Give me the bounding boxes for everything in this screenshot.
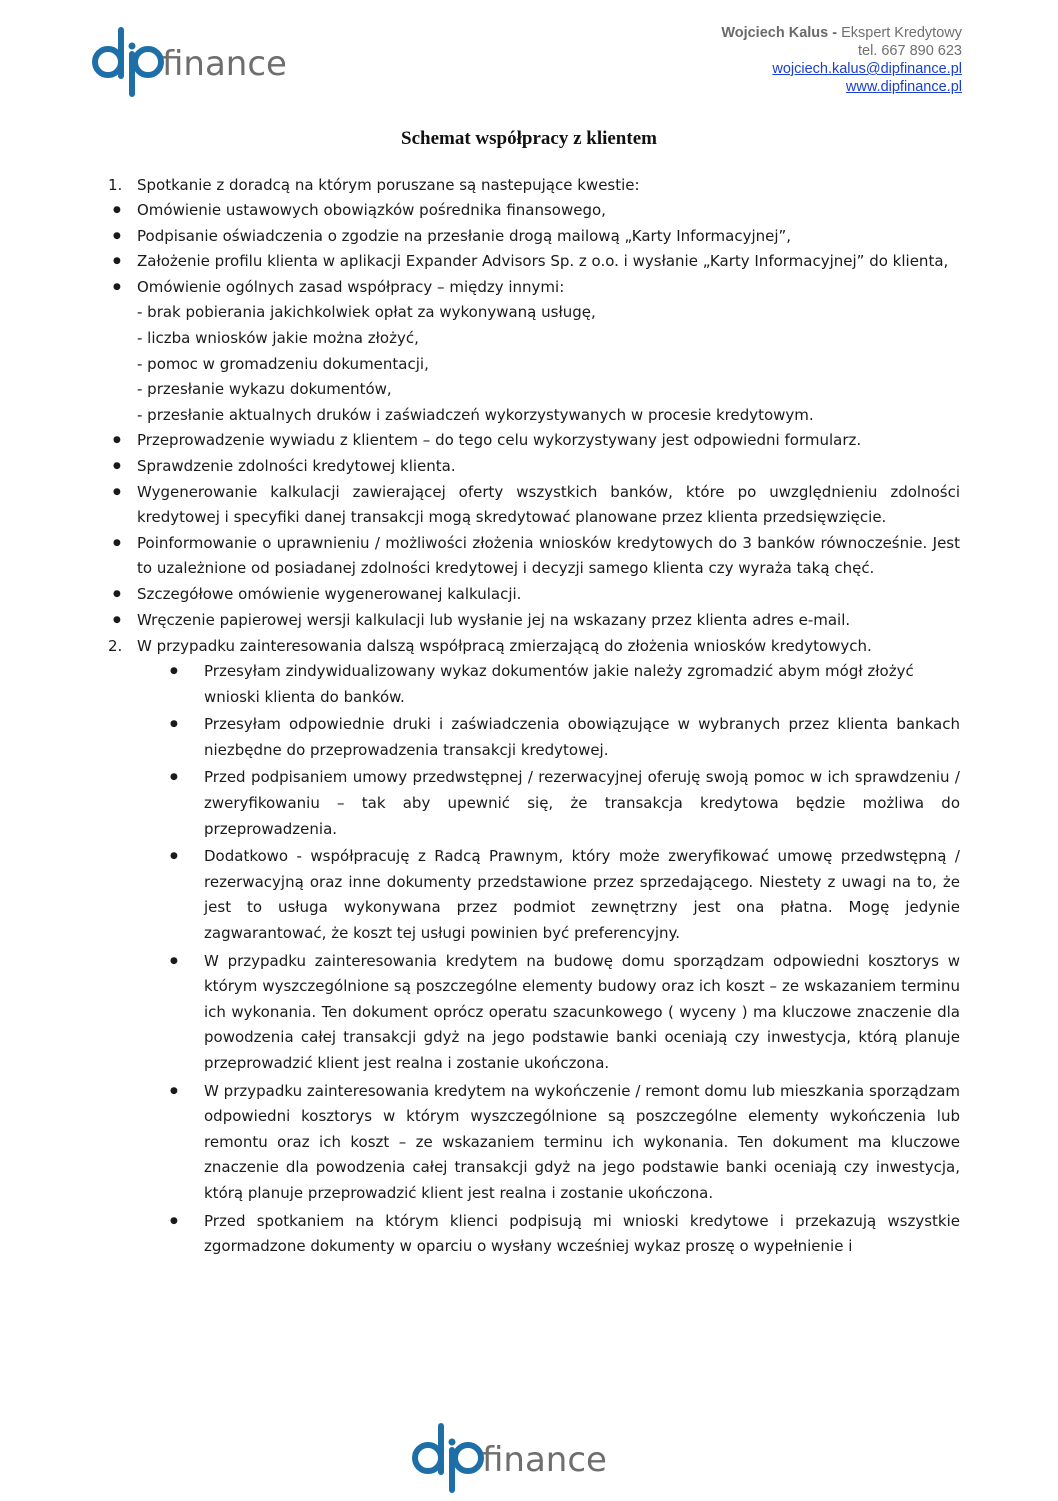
list-item: ● Podpisanie oświadczenia o zgodzie na przesłanie drogą mailową „Karty Informacyjnej”, (98, 224, 960, 250)
list-item (98, 275, 960, 429)
list-item: ● Przesyłam zindywidualizowany wykaz dokumentów jakie należy zgromadzić abym mógł złożyć wnioski klienta do banków. (98, 659, 960, 710)
svg-text:finance: finance (482, 1440, 607, 1480)
contact-name-line (721, 24, 962, 42)
list-item: ● Omówienie ustawowych obowiązków pośrednika finansowego, (98, 198, 960, 224)
list-item-text: Omówienie ogólnych zasad współpracy – między innymi: (137, 277, 565, 296)
website-link[interactable]: www.dipfinance.pl (845, 79, 962, 95)
company-logo (90, 24, 305, 105)
list-item: ● Założenie profilu klienta w aplikacji Expander Advisors Sp. z o.o. i wysłanie „Karty Informacyjnej” do klienta, (98, 249, 960, 275)
list-item: ● Poinformowanie o uprawnieniu / możliwości złożenia wniosków kredytowych do 3 banków równocześnie. Jest to uzależnione od posiadanej zdolności kredytowej i decyzji samego klienta czy wyraża taką chęć. (98, 531, 960, 582)
step-2-list (98, 659, 960, 1260)
list-item: ● Wygenerowanie kalkulacji zawierającej oferty wszystkich banków, które po uwzględnieniu zdolności kredytowej i specyfiki danej transakcji mogą skredytować planowane przez klienta przedsięwzięcie. (98, 480, 960, 531)
list-item: ● Przeprowadzenie wywiadu z klientem – do tego celu wykorzystywany jest odpowiedni formularz. (98, 428, 960, 454)
list-item: ● Szczegółowe omówienie wygenerowanej kalkulacji. (98, 582, 960, 608)
list-item: ● W przypadku zainteresowania kredytem na budowę domu sporządzam odpowiedni kosztorys w którym wyszczególnione są poszczególne elementy budowy oraz ich koszt – ze wskazaniem terminu ich wykonania. Ten dokument oprócz operatu szacunkowego ( wyceny ) ma kluczowe znaczenie dla powodzenia całej transakcji gdyż na jego podstawie banki oceniają czy inwestycja, którą planuje przeprowadzić klient jest realna i zostanie ukończona. (98, 949, 960, 1077)
sub-item: - przesłanie wykazu dokumentów, (137, 380, 392, 399)
logo-mark-icon (90, 24, 305, 100)
list-item: ● Dodatkowo - współpracuję z Radcą Prawnym, który może zweryfikować umowę przedwstępną / rezerwacyjną oraz inne dokumenty przedstawione przez sprzedającego. Niestety z uwagi na to, że jest to usługa wykonywana przez podmiot zewnętrzny jest ona płatna. Mogę jedynie zagwarantować, że koszt tej usługi powinien być preferencyjny. (98, 844, 960, 946)
sub-item: - przesłanie aktualnych druków i zaświadczeń wykorzystywanych w procesie kredytowym. (137, 405, 814, 424)
page-title: Schemat współpracy z klientem (401, 128, 657, 149)
step-number: 2. (108, 637, 123, 656)
list-item: ● Sprawdzenie zdolności kredytowej klienta. (98, 454, 960, 480)
list-item: ● W przypadku zainteresowania kredytem na wykończenie / remont domu lub mieszkania sporządzam odpowiedni kosztorys w którym wyszczególnione są poszczególne elementy wykończenia lub remontu oraz ich koszt – ze wskazaniem terminu ich wykonania. Ten dokument ma kluczowe znaczenie dla powodzenia całej transakcji gdyż na jego podstawie banki oceniają czy inwestycja, którą planuje przeprowadzić klient jest realna i zostanie ukończona. (98, 1079, 960, 1207)
contact-role: Ekspert Kredytowy (841, 25, 962, 41)
contact-block (721, 24, 962, 96)
sub-item: - pomoc w gromadzeniu dokumentacji, (137, 354, 429, 373)
sub-item: - liczba wniosków jakie można złożyć, (137, 328, 419, 347)
list-item: ● Przesyłam odpowiednie druki i zaświadczenia obowiązujące w wybranych przez klienta bankach niezbędne do przeprowadzenia transakcji kredytowej. (98, 712, 960, 763)
list-item: ● Przed spotkaniem na którym klienci podpisują mi wnioski kredytowe i przekazują wszystkie zgormadzone dokumenty w oparciu o wysłany wcześniej wykaz proszę o wypełnienie i (98, 1209, 960, 1260)
contact-phone: tel. 667 890 623 (857, 43, 962, 59)
list-item: ● Przed podpisaniem umowy przedwstępnej / rezerwacyjnej oferuję swoją pomoc w ich sprawdzeniu / zweryfikowaniu – tak aby upewnić się, że transakcja kredytowa będzie możliwa do przeprowadzenia. (98, 765, 960, 842)
contact-email-link[interactable]: wojciech.kalus@dipfinance.pl (772, 61, 962, 77)
document-body (98, 172, 960, 1262)
step-1 (98, 172, 960, 198)
sub-item: - brak pobierania jakichkolwiek opłat za wykonywaną usługę, (137, 303, 596, 322)
svg-text:finance: finance (162, 44, 287, 84)
logo-mark-icon (410, 1420, 625, 1496)
step-number: 1. (108, 176, 123, 194)
step-text: W przypadku zainteresowania dalszą współpracą zmierzającą do złożenia wniosków kredytowych. (137, 637, 872, 656)
contact-name: Wojciech Kalus - (721, 25, 842, 41)
step-text: Spotkanie z doradcą na którym poruszane są nastepujące kwestie: (137, 176, 640, 194)
step-2 (98, 633, 960, 659)
footer-logo (410, 1420, 625, 1501)
list-item: ● Wręczenie papierowej wersji kalkulacji lub wysłanie jej na wskazany przez klienta adres e-mail. (98, 608, 960, 634)
step-1-list (98, 198, 960, 633)
